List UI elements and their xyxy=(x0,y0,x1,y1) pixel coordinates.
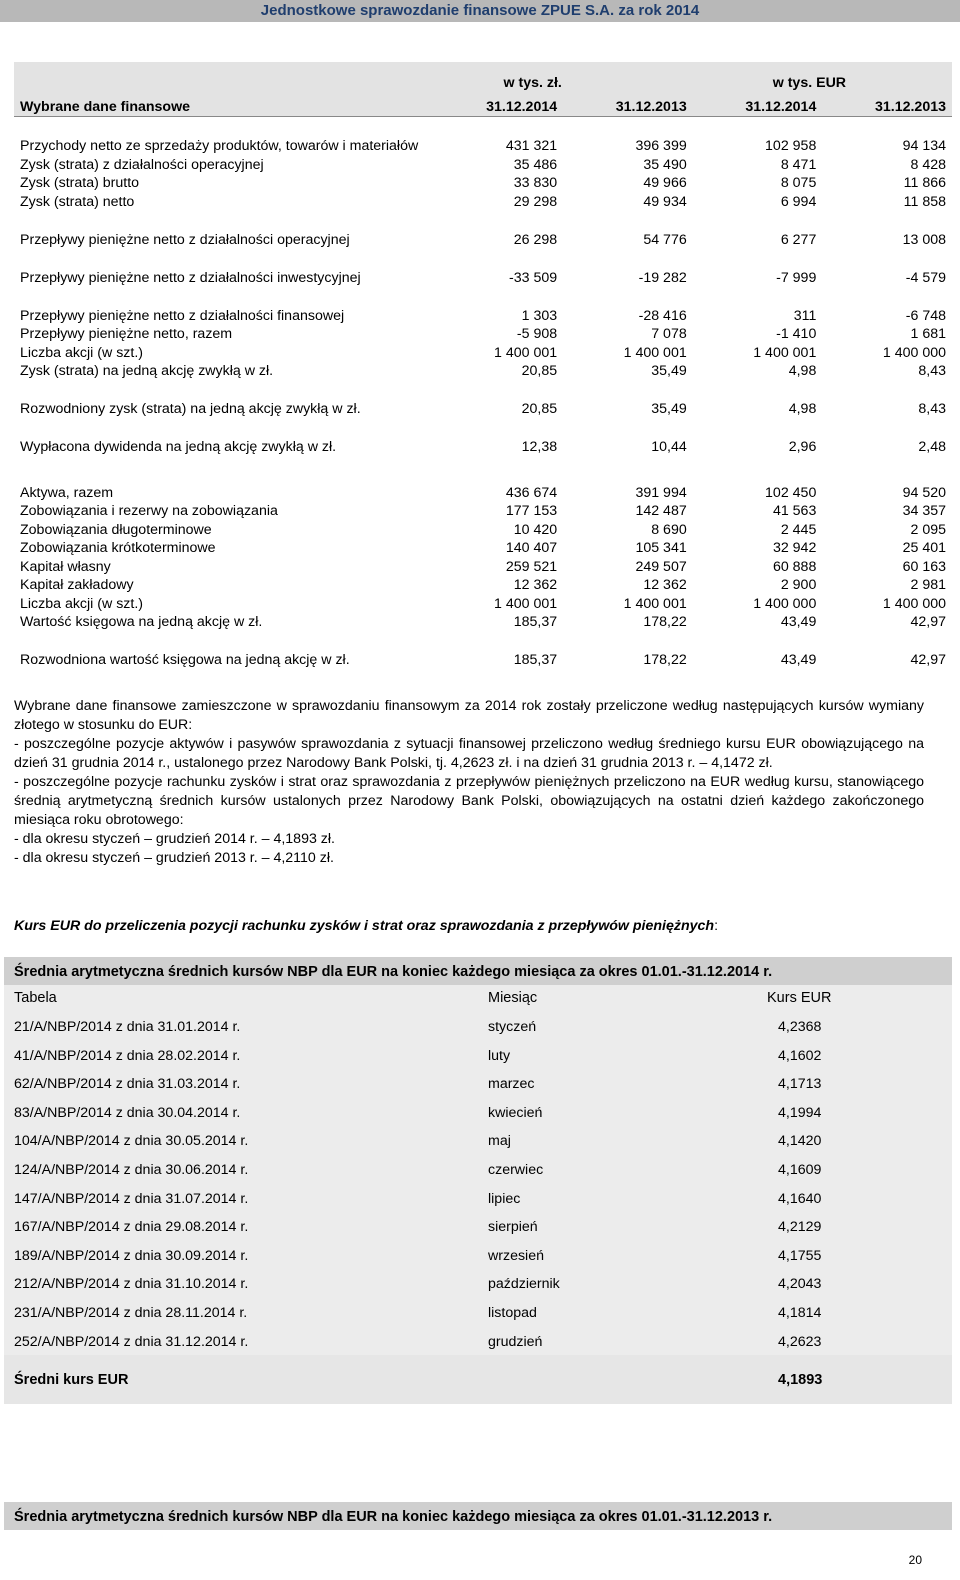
date-header: 31.12.2014 xyxy=(434,92,564,117)
nbp-rate-row xyxy=(4,1015,952,1043)
average-rate-row xyxy=(4,1355,952,1404)
row-label: Aktywa, razem xyxy=(20,484,114,501)
row-value: 1 303 xyxy=(521,307,558,324)
row-value: 178,22 xyxy=(643,614,687,630)
nbp-rate: 4,1602 xyxy=(778,1047,822,1064)
nbp-2014-title: Średnia arytmetyczna średnich kursów NBP dla EUR na koniec każdego miesiąca za okres 01.01.-31.12.2014 r. xyxy=(4,957,952,985)
document-header xyxy=(0,0,960,22)
financial-row xyxy=(14,249,952,287)
row-value: 35,49 xyxy=(651,363,687,379)
nbp-table-id: 62/A/NBP/2014 z dnia 31.03.2014 r. xyxy=(14,1076,241,1093)
row-label: Przepływy pieniężne netto, razem xyxy=(20,326,233,342)
row-value: 185,37 xyxy=(513,614,558,630)
row-value: 35,49 xyxy=(651,401,687,417)
exchange-rate-heading-colon: : xyxy=(714,918,719,934)
row-value: 249 507 xyxy=(635,558,687,575)
page-number: 20 xyxy=(908,1553,922,1567)
unit-eur: w tys. EUR xyxy=(693,62,952,92)
row-value: 2 900 xyxy=(780,577,817,593)
nbp-rate: 4,1609 xyxy=(778,1162,822,1178)
row-label: Zobowiązania długoterminowe xyxy=(20,521,212,538)
row-value: 49 966 xyxy=(643,175,687,191)
nbp-rate: 4,1994 xyxy=(778,1104,822,1121)
row-value: 4,98 xyxy=(788,363,817,379)
nbp-rate-row xyxy=(4,1215,952,1243)
row-value: 1 400 001 xyxy=(623,595,687,612)
row-value: 11 866 xyxy=(903,175,946,191)
nbp-rate: 4,1713 xyxy=(778,1076,822,1093)
row-value: 33 830 xyxy=(513,175,558,191)
financial-data-table xyxy=(14,62,952,669)
financial-row xyxy=(14,287,952,325)
row-value: 178,22 xyxy=(643,652,687,668)
financial-row xyxy=(14,520,952,539)
date-header-row xyxy=(14,92,952,117)
row-value: -19 282 xyxy=(638,269,687,286)
row-label: Rozwodniona wartość księgowa na jedną akcję w zł. xyxy=(20,652,350,668)
row-value: -7 999 xyxy=(776,269,817,286)
row-label: Kapitał własny xyxy=(20,558,111,575)
row-value: 60 163 xyxy=(902,558,946,575)
average-rate-value: 4,1893 xyxy=(778,1372,823,1388)
financial-row xyxy=(14,539,952,558)
nbp-rate-row xyxy=(4,1301,952,1329)
row-value: 35 486 xyxy=(513,156,558,173)
row-value: 1 400 000 xyxy=(882,595,946,612)
financial-row xyxy=(14,502,952,521)
row-value: -4 579 xyxy=(905,269,946,286)
row-value: 2,96 xyxy=(788,439,817,455)
nbp-table-id: 231/A/NBP/2014 z dnia 28.11.2014 r. xyxy=(14,1305,248,1321)
nbp-2013-title: Średnia arytmetyczna średnich kursów NBP dla EUR na koniec każdego miesiąca za okres 01.01.-31.12.2013 r. xyxy=(4,1502,952,1530)
row-value: 102 958 xyxy=(765,138,817,154)
row-label: Zysk (strata) z działalności operacyjnej xyxy=(20,156,264,173)
row-value: 1 400 001 xyxy=(494,344,558,361)
nbp-rate: 4,1640 xyxy=(778,1190,822,1207)
nbp-month: kwiecień xyxy=(488,1104,543,1121)
row-value: 32 942 xyxy=(772,540,817,556)
nbp-rate-row xyxy=(4,1158,952,1186)
nbp-month: sierpień xyxy=(488,1219,538,1236)
date-header: 31.12.2013 xyxy=(822,92,952,117)
nbp-table-id: 167/A/NBP/2014 z dnia 29.08.2014 r. xyxy=(14,1219,249,1236)
nbp-table-id: 147/A/NBP/2014 z dnia 31.07.2014 r. xyxy=(14,1190,249,1207)
description-paragraph: Wybrane dane finansowe zamieszczone w sprawozdaniu finansowym za 2014 rok zostały przeliczone według następujących kursów wymiany złotego w stosunku do EUR: xyxy=(14,698,924,733)
row-value: 1 400 001 xyxy=(623,344,687,361)
row-label: Liczba akcji (w szt.) xyxy=(20,595,143,612)
row-value: 2,48 xyxy=(918,439,946,455)
nbp-rate: 4,2368 xyxy=(778,1019,822,1035)
financial-row xyxy=(14,155,952,174)
financial-row xyxy=(14,483,952,502)
row-value: 12,38 xyxy=(521,439,558,455)
date-header: 31.12.2014 xyxy=(693,92,823,117)
nbp-month: październik xyxy=(488,1276,560,1293)
financial-row xyxy=(14,631,952,669)
nbp-table-id: 212/A/NBP/2014 z dnia 31.10.2014 r. xyxy=(14,1276,249,1293)
row-label: Rozwodniony zysk (strata) na jedną akcję zwykłą w zł. xyxy=(20,401,361,417)
nbp-table-id: 83/A/NBP/2014 z dnia 30.04.2014 r. xyxy=(14,1104,241,1121)
exchange-rate-heading-text: Kurs EUR do przeliczenia pozycji rachunku zysków i strat oraz sprawozdania z przepływów pieniężnych xyxy=(14,918,715,934)
row-value: 43,49 xyxy=(780,614,817,630)
row-value: 1 400 000 xyxy=(753,595,817,612)
nbp-table-id: 21/A/NBP/2014 z dnia 31.01.2014 r. xyxy=(14,1019,241,1035)
row-value: 42,97 xyxy=(910,614,946,630)
nbp-rate-row xyxy=(4,1272,952,1300)
financial-row xyxy=(14,380,952,418)
row-value: 7 078 xyxy=(651,326,687,342)
row-value: 20,85 xyxy=(521,363,558,379)
row-value: 35 490 xyxy=(643,156,687,173)
row-value: 29 298 xyxy=(513,193,558,210)
column-header-rate: Kurs EUR xyxy=(767,990,832,1006)
row-value: 8 690 xyxy=(651,521,687,538)
row-value: 11 858 xyxy=(903,193,946,210)
row-value: 259 521 xyxy=(505,558,558,575)
row-value: 1 400 001 xyxy=(753,344,817,361)
nbp-rate-row xyxy=(4,1244,952,1272)
nbp-month: listopad xyxy=(488,1305,537,1321)
financial-data-section xyxy=(14,62,952,669)
average-rate-label: Średni kurs EUR xyxy=(14,1372,129,1388)
nbp-month: maj xyxy=(488,1133,511,1150)
nbp-rate: 4,1420 xyxy=(778,1133,822,1150)
nbp-month: luty xyxy=(488,1047,511,1064)
nbp-rate-row xyxy=(4,1187,952,1215)
row-value: -5 908 xyxy=(516,326,558,342)
row-value: 436 674 xyxy=(505,484,558,501)
row-value: 8,43 xyxy=(918,401,946,417)
row-value: 10 420 xyxy=(513,521,558,538)
nbp-rate-row xyxy=(4,1101,952,1129)
row-label: Przychody netto ze sprzedaży produktów, towarów i materiałów xyxy=(20,138,419,154)
financial-row xyxy=(14,418,952,456)
financial-row xyxy=(14,613,952,632)
row-value: 94 520 xyxy=(902,484,946,501)
nbp-table-id: 41/A/NBP/2014 z dnia 28.02.2014 r. xyxy=(14,1047,241,1064)
financial-row xyxy=(14,594,952,613)
description-paragraph: - dla okresu styczeń – grudzień 2014 r. – 4,1893 zł. xyxy=(14,831,335,847)
financial-row xyxy=(14,117,952,156)
conversion-description xyxy=(14,697,924,868)
row-value: 8,43 xyxy=(918,363,946,379)
row-value: 2 981 xyxy=(910,577,946,593)
row-value: 20,85 xyxy=(521,401,558,417)
row-value: 1 400 000 xyxy=(882,344,946,361)
nbp-rate-row xyxy=(4,1072,952,1100)
row-value: 25 401 xyxy=(902,540,946,556)
nbp-month: lipiec xyxy=(488,1190,521,1207)
row-value: 6 277 xyxy=(780,231,817,248)
column-header-month: Miesiąc xyxy=(488,990,538,1006)
exchange-rate-heading xyxy=(14,918,934,934)
row-label: Kapitał zakładowy xyxy=(20,577,134,593)
row-value: 396 399 xyxy=(635,138,687,154)
row-label: Wypłacona dywidenda na jedną akcję zwykłą w zł. xyxy=(20,439,337,455)
row-value: 2 445 xyxy=(780,521,817,538)
row-value: -33 509 xyxy=(509,269,558,286)
row-label: Przepływy pieniężne netto z działalności inwestycyjnej xyxy=(20,269,361,286)
nbp-month: marzec xyxy=(488,1076,535,1093)
row-value: 43,49 xyxy=(780,652,817,668)
row-value: 34 357 xyxy=(902,503,946,519)
row-label: Zysk (strata) netto xyxy=(20,193,135,210)
nbp-rate-row xyxy=(4,1044,952,1072)
date-header: 31.12.2013 xyxy=(563,92,693,117)
row-value: 431 321 xyxy=(505,138,558,154)
description-paragraph: - poszczególne pozycje rachunku zysków i strat oraz sprawozdania z przepływów pieniężnych przeliczono na EUR według kursu, stanowiącego średnią arytmetyczną średnich kursów ustalonych przez Narodowy Bank Polski, obowiązujących na ostatni dzień każdego zakończonego miesiąca roku obrotowego: xyxy=(14,774,924,828)
nbp-month: wrzesień xyxy=(488,1247,544,1264)
nbp-rate: 4,1755 xyxy=(778,1247,822,1264)
row-value: 1 681 xyxy=(910,326,946,342)
financial-row xyxy=(14,362,952,381)
document-title: Jednostkowe sprawozdanie finansowe ZPUE S.A. za rok 2014 xyxy=(260,2,700,19)
description-paragraph: - dla okresu styczeń – grudzień 2013 r. – 4,2110 zł. xyxy=(14,850,334,866)
nbp-2014-table xyxy=(4,957,952,1404)
row-value: 12 362 xyxy=(513,577,558,593)
financial-row xyxy=(14,192,952,211)
row-value: 26 298 xyxy=(513,231,558,248)
nbp-table-id: 189/A/NBP/2014 z dnia 30.09.2014 r. xyxy=(14,1247,249,1264)
row-value: 10,44 xyxy=(651,439,687,455)
row-value: 13 008 xyxy=(902,231,946,248)
row-value: -6 748 xyxy=(905,307,946,324)
row-value: 8 471 xyxy=(780,156,817,173)
row-value: 1 400 001 xyxy=(494,595,558,612)
row-value: -1 410 xyxy=(776,326,817,342)
unit-header-row xyxy=(14,62,952,92)
nbp-month: styczeń xyxy=(488,1019,537,1035)
row-label: Zobowiązania i rezerwy na zobowiązania xyxy=(20,503,278,519)
financial-row xyxy=(14,211,952,249)
nbp-table-id: 124/A/NBP/2014 z dnia 30.06.2014 r. xyxy=(14,1162,249,1178)
description-paragraph: - poszczególne pozycje aktywów i pasywów sprawozdania z sytuacji finansowej przeliczono według średniego kursu EUR obowiązującego na dzień 31 grudnia 2014 r., ustalonego przez Narodowy Bank Polski, tj. 4,2623 zł. i na dzień 31 grudnia 2013 r. – 4,1472 zł. xyxy=(14,736,924,771)
row-value: 6 994 xyxy=(780,193,817,210)
row-value: 2 095 xyxy=(910,521,946,538)
row-value: 140 407 xyxy=(505,540,558,556)
row-value: 12 362 xyxy=(643,577,687,593)
row-value: 49 934 xyxy=(643,193,687,210)
row-label: Liczba akcji (w szt.) xyxy=(20,344,143,361)
row-value: -28 416 xyxy=(638,307,687,324)
nbp-rate: 4,2129 xyxy=(778,1219,822,1236)
row-value: 105 341 xyxy=(635,540,687,556)
row-value: 94 134 xyxy=(902,138,946,154)
row-value: 102 450 xyxy=(765,484,817,501)
row-value: 41 563 xyxy=(772,503,817,519)
row-label: Przepływy pieniężne netto z działalności operacyjnej xyxy=(20,231,350,248)
row-value: 60 888 xyxy=(772,558,817,575)
nbp-table-id: 104/A/NBP/2014 z dnia 30.05.2014 r. xyxy=(14,1133,249,1150)
row-label: Zysk (strata) na jedną akcję zwykłą w zł. xyxy=(20,363,274,379)
nbp-rate: 4,2043 xyxy=(778,1276,822,1293)
unit-pln: w tys. zł. xyxy=(434,62,693,92)
row-value: 8 075 xyxy=(780,175,817,191)
row-value: 4,98 xyxy=(788,401,817,417)
header-label: Wybrane dane finansowe xyxy=(14,92,434,117)
row-value: 391 994 xyxy=(635,484,687,501)
row-label: Zysk (strata) brutto xyxy=(20,175,140,191)
financial-row xyxy=(14,325,952,344)
row-label: Wartość księgowa na jedną akcję w zł. xyxy=(20,614,263,630)
section-spacer xyxy=(14,456,952,483)
nbp-rate-row xyxy=(4,1330,952,1358)
nbp-month: czerwiec xyxy=(488,1162,544,1178)
nbp-month: grudzień xyxy=(488,1333,543,1350)
nbp-table-id: 252/A/NBP/2014 z dnia 31.12.2014 r. xyxy=(14,1333,249,1350)
row-value: 311 xyxy=(793,307,817,324)
row-value: 8 428 xyxy=(910,156,946,173)
row-value: 54 776 xyxy=(643,231,687,248)
row-value: 185,37 xyxy=(513,652,558,668)
row-value: 177 153 xyxy=(505,503,558,519)
row-label: Zobowiązania krótkoterminowe xyxy=(20,540,216,556)
nbp-rate: 4,2623 xyxy=(778,1333,822,1350)
nbp-rate: 4,1814 xyxy=(778,1305,822,1321)
row-value: 142 487 xyxy=(635,503,687,519)
financial-row xyxy=(14,576,952,595)
financial-row xyxy=(14,343,952,362)
row-value: 42,97 xyxy=(910,652,946,668)
financial-row xyxy=(14,174,952,193)
nbp-rate-row xyxy=(4,1129,952,1157)
row-label: Przepływy pieniężne netto z działalności finansowej xyxy=(20,307,345,324)
column-header-table: Tabela xyxy=(14,990,57,1006)
financial-row xyxy=(14,557,952,576)
